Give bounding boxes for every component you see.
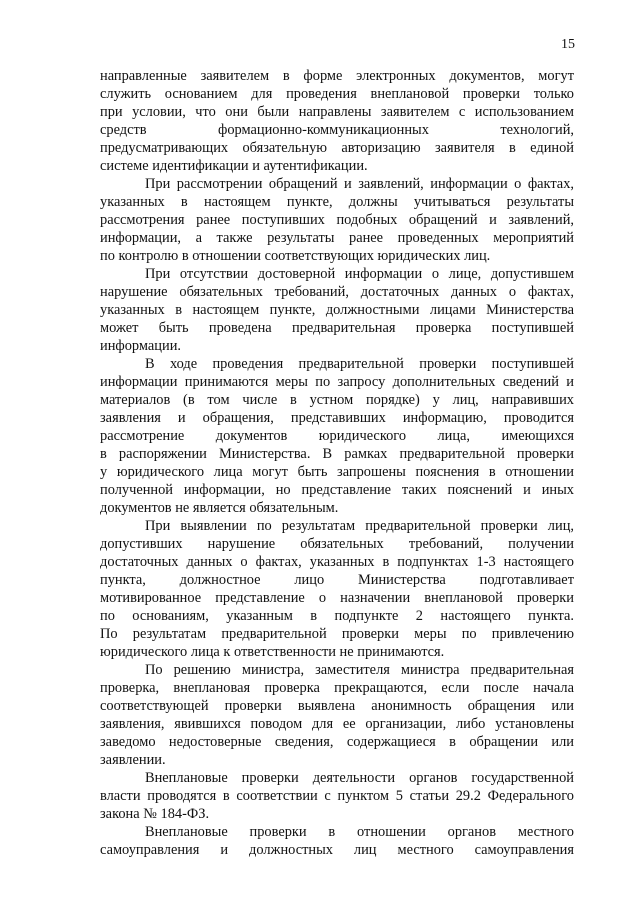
- text-line: средств формационно-коммуникационных технологий,: [100, 122, 574, 138]
- text-line: При рассмотрении обращений и заявлений, информации о фактах,: [145, 176, 574, 192]
- text-line: полученной информации, но представление таких пояснений и иных: [100, 482, 574, 498]
- text-line: у юридического лица могут быть запрошены пояснения в отношении: [100, 464, 574, 480]
- text-line: допустивших нарушение обязательных требований, получении: [100, 536, 574, 552]
- text-line: по основаниям, указанным в подпункте 2 настоящего пункта.: [100, 608, 574, 624]
- text-line: служить основанием для проведения внеплановой проверки только: [100, 86, 574, 102]
- text-line: системе идентификации и аутентификации.: [100, 158, 368, 174]
- text-line: По результатам предварительной проверки меры по привлечению: [100, 626, 574, 642]
- text-line: заявления, явившихся поводом для ее организации, либо установлены: [100, 716, 574, 732]
- text-line: заявлении.: [100, 752, 166, 768]
- text-line: предусматривающих обязательную авторизацию заявителя в единой: [100, 140, 574, 156]
- text-line: По решению министра, заместителя министра предварительная: [145, 662, 574, 678]
- text-line: самоуправления и должностных лиц местного самоуправления: [100, 842, 574, 858]
- text-line: по контролю в отношении соответствующих юридических лиц.: [100, 248, 491, 264]
- text-line: указанных в настоящем пункте, должностными лицами Министерства: [100, 302, 574, 318]
- text-line: мотивированное представление о назначении внеплановой проверки: [100, 590, 574, 606]
- text-line: соответствующей проверки выявлена анонимность обращения или: [100, 698, 574, 714]
- text-line: документов не является обязательным.: [100, 500, 339, 516]
- text-line: При выявлении по результатам предварительной проверки лиц,: [145, 518, 574, 534]
- text-line: При отсутствии достоверной информации о лице, допустившем: [145, 266, 574, 282]
- text-line: направленные заявителем в форме электронных документов, могут: [100, 68, 574, 84]
- text-line: пункта, должностное лицо Министерства подготавливает: [100, 572, 574, 588]
- text-line: В ходе проведения предварительной проверки поступившей: [145, 356, 574, 372]
- text-line: информации, а также результаты ранее проведенных мероприятий: [100, 230, 574, 246]
- text-line: заведомо недостоверные сведения, содержащиеся в обращении или: [100, 734, 574, 750]
- text-line: закона № 184-ФЗ.: [100, 806, 210, 822]
- text-line: материалов (в том числе в устном порядке) у лиц, направивших: [100, 392, 574, 408]
- text-line: указанных в настоящем пункте, должны учитываться результаты: [100, 194, 574, 210]
- text-line: рассмотрение документов юридического лица, имеющихся: [100, 428, 574, 444]
- page-number: 15: [561, 37, 575, 52]
- text-line: проверка, внеплановая проверка прекращаются, если после начала: [100, 680, 574, 696]
- text-line: нарушение обязательных требований, достаточных данных о фактах,: [100, 284, 574, 300]
- text-line: власти проводятся в соответствии с пунктом 5 статьи 29.2 Федерального: [100, 788, 574, 804]
- text-line: информации.: [100, 338, 181, 354]
- text-line: при условии, что они были направлены заявителем с использованием: [100, 104, 574, 120]
- text-line: юридического лица к ответственности не принимаются.: [100, 644, 445, 660]
- text-line: информации принимаются меры по запросу дополнительных сведений и: [100, 374, 574, 390]
- text-line: Внеплановые проверки в отношении органов местного: [145, 824, 574, 840]
- text-line: в распоряжении Министерства. В рамках предварительной проверки: [100, 446, 574, 462]
- document-body: [100, 67, 574, 859]
- text-line: достаточных данных о фактах, указанных в подпунктах 1-3 настоящего: [100, 554, 574, 570]
- text-line: Внеплановые проверки деятельности органов государственной: [145, 770, 574, 786]
- text-line: рассмотрения ранее поступивших подобных обращений и заявлений,: [100, 212, 574, 228]
- text-line: может быть проведена предварительная проверка поступившей: [100, 320, 574, 336]
- text-line: заявления и обращения, представивших информацию, проводится: [100, 410, 574, 426]
